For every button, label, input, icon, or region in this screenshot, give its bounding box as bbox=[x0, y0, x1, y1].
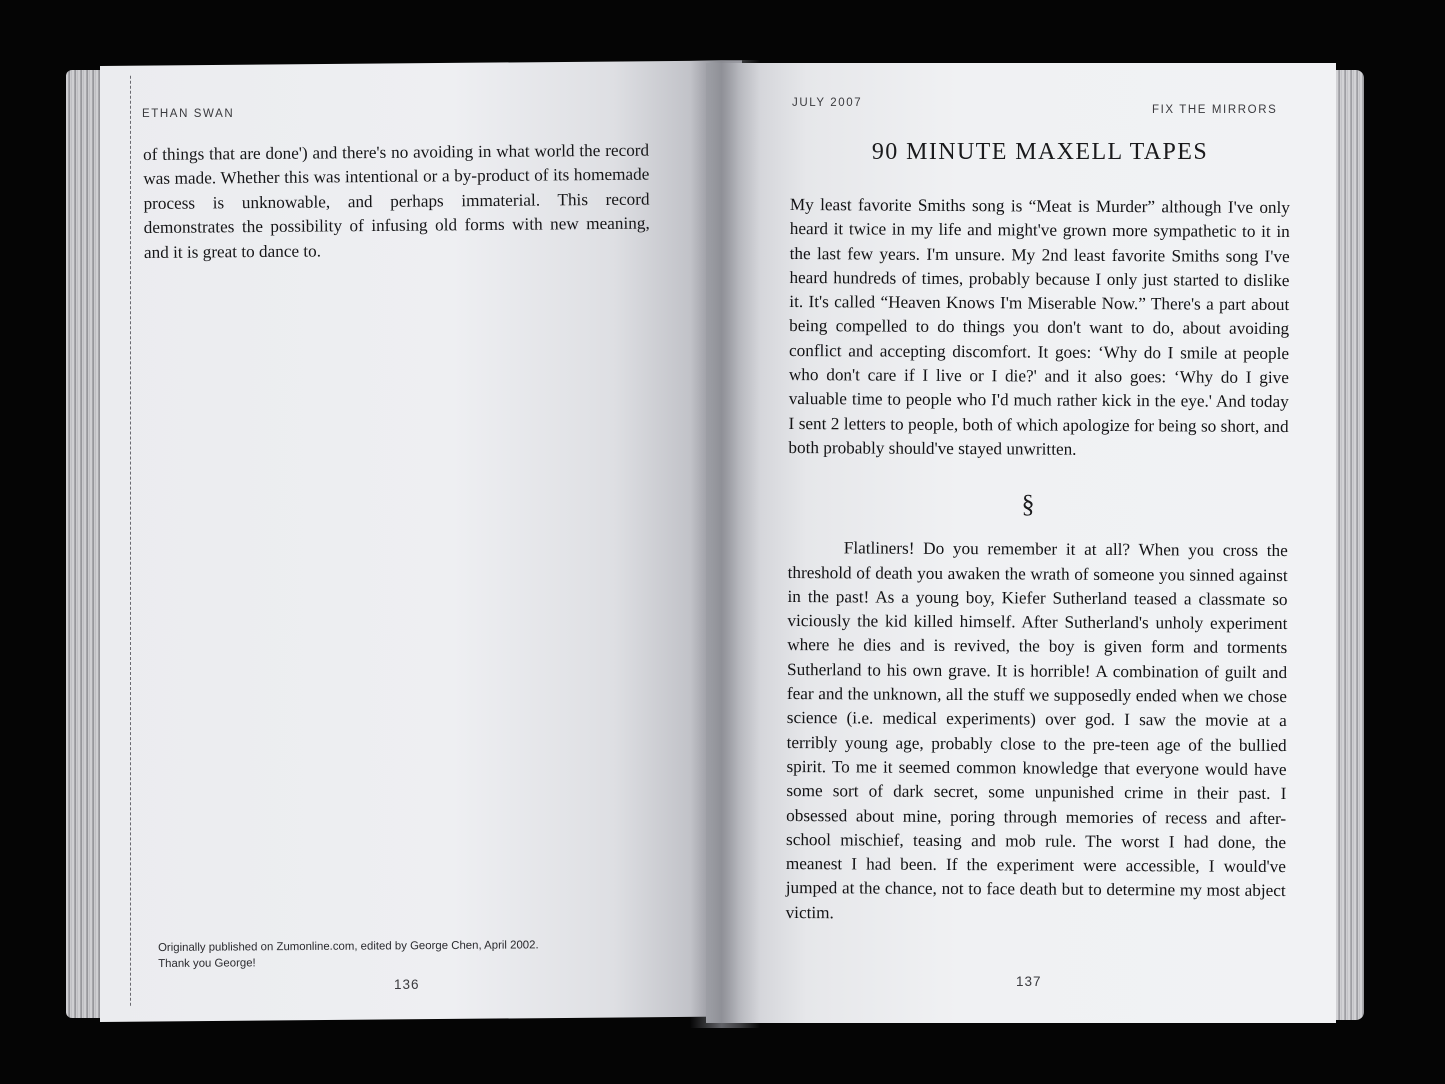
book-spine-shadow bbox=[690, 60, 760, 1028]
left-running-head: ETHAN SWAN bbox=[142, 108, 235, 120]
left-page-number: 136 bbox=[394, 977, 420, 992]
right-page-number: 137 bbox=[1016, 974, 1042, 989]
section-break-mark: § bbox=[1021, 489, 1035, 519]
right-running-head-title: FIX THE MIRRORS bbox=[1152, 104, 1278, 116]
footnote-line-2: Thank you George! bbox=[158, 957, 256, 970]
left-page-body bbox=[143, 139, 650, 265]
right-running-head-date: JULY 2007 bbox=[792, 97, 863, 109]
footnote-line-1: Originally published on Zumonline.com, edited by George Chen, April 2002. bbox=[158, 939, 539, 954]
right-page-body bbox=[786, 193, 1290, 928]
chapter-title: 90 MINUTE MAXELL TAPES bbox=[871, 139, 1209, 165]
left-page-edge-line bbox=[130, 76, 132, 1006]
left-page-paragraph: of things that are done') and there's no avoiding in what world the record was made. Whether this was intentional or a by-product of its homemade process is unknowable, and perhaps immaterial. This record demonstrates the possibility of infusing old forms with new meaning, and it is great to dance to. bbox=[143, 140, 650, 262]
left-page-footnote bbox=[158, 937, 618, 972]
right-page-paragraph-2: Flatliners! Do you remember it at all? When you cross the threshold of death you awaken the wrath of someone you sinned against in the past! As a young boy, Kiefer Sutherland teased a classmate so viciously the kid killed himself. After Sutherland's unholy experiment where he dies and is revived, the boy is given form and torments Sutherland to his own grave. It is horrible! A combination of guilt and fear and the unknown, all the stuff we supposedly ended when we chose science (i.e. medical experiments) over god. I saw the movie at a terribly young age, probably close to the pre-teen age of the bullied spirit. To me it seemed common knowledge that everyone would have some sort of dark secret, some unpunished crime in their past. I obsessed about mine, poring through memories of recess and after-school mischief, teasing and mob rule. The worst I had done, the meanest I had been. If the experiment were accessible, I would've jumped at the chance, not to face death but to determine my most abject victim. bbox=[785, 538, 1288, 922]
right-page-paragraph-1: My least favorite Smiths song is “Meat is Murder” although I've only heard it twice in my life and might've grown more sympathetic to it in the last few years. I'm unsure. My 2nd least favorite Smiths song I've heard hundreds of times, probably because I only just started to dislike it. It's called “Heaven Knows I'm Miserable Now.” There's a part about being compelled to do things you don't want to do, about avoiding conflict and accepting discomfort. It goes: ‘Why do I smile at people who don't care if I live or I die?' and it also goes: ‘Why do I give valuable time to people who I'd much rather kick in the eye.' And today I sent 2 letters to people, both of which apologize for being so short, and both probably should've stayed unwritten. bbox=[788, 194, 1290, 459]
